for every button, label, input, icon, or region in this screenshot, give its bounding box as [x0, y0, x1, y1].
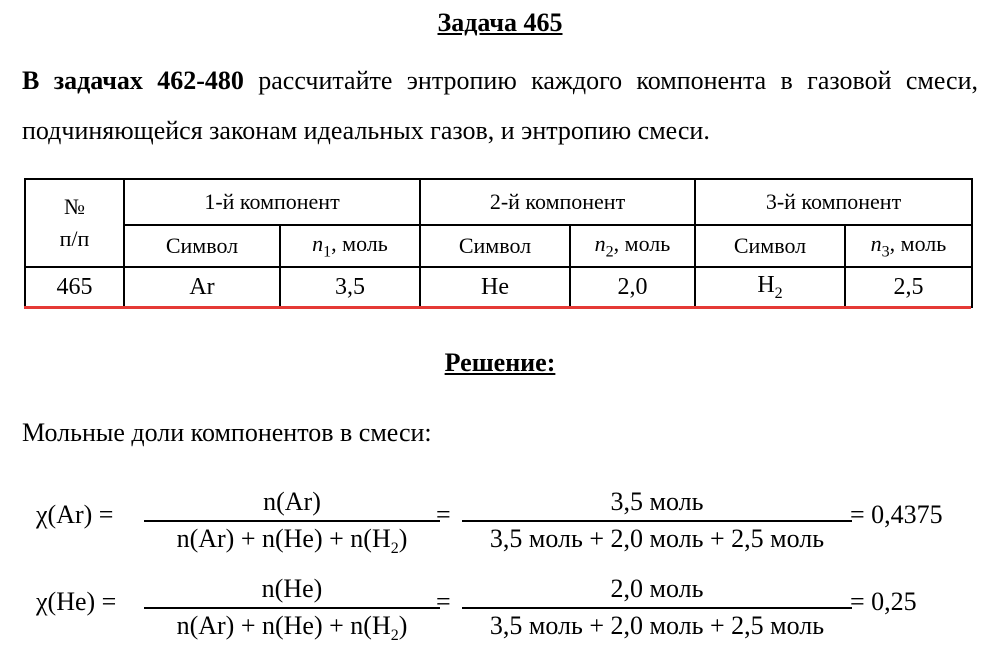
mole-fraction-text: Мольные доли компонентов в смеси:	[22, 418, 432, 447]
den-tail: )	[398, 524, 408, 553]
den-sub: 2	[390, 627, 399, 645]
n2-unit: , моль	[613, 230, 671, 256]
cell-symbol-1: Ar	[124, 267, 280, 307]
fraction-numerator: 3,5 моль	[610, 487, 704, 516]
number-header	[25, 179, 124, 267]
component-2-header: 2-й компонент	[420, 179, 695, 225]
intro-bold: В задачах 462-480	[22, 66, 244, 95]
cell-n3: 2,5	[845, 267, 972, 307]
symbol-2-header: Символ	[420, 225, 570, 267]
fraction-denominator	[144, 611, 440, 645]
n3-unit: , моль	[889, 230, 947, 256]
fraction-bar	[144, 607, 440, 609]
equation-result: = 0,25	[850, 587, 917, 616]
red-underline	[24, 306, 971, 309]
equals-sign: =	[436, 500, 451, 529]
den-sub: 2	[390, 540, 399, 558]
fraction-bar	[462, 607, 852, 609]
n2-var: n	[594, 230, 606, 256]
fraction-denominator: 3,5 моль + 2,0 моль + 2,5 моль	[489, 611, 825, 640]
n3-sub: 3	[881, 243, 890, 261]
fraction-denominator	[144, 524, 440, 558]
den-text: n(Ar) + n(He) + n(H	[176, 611, 391, 640]
fraction-bar	[462, 520, 852, 522]
fraction-symbolic	[144, 486, 440, 558]
symbol-3-base: H	[757, 271, 775, 298]
n3-header	[845, 225, 972, 267]
cell-symbol-2: He	[420, 267, 570, 307]
n1-header	[280, 225, 420, 267]
cell-symbol-3	[695, 267, 845, 307]
symbol-1-header: Символ	[124, 225, 280, 267]
task-title: Задача 465	[437, 8, 563, 37]
solution-title: Решение:	[444, 348, 556, 377]
equation-lhs: χ(Ar) =	[36, 500, 114, 529]
n3-var: n	[870, 230, 882, 256]
symbol-3-header: Символ	[695, 225, 845, 267]
cell-n1: 3,5	[280, 267, 420, 307]
n2-sub: 2	[605, 243, 614, 261]
fraction-denominator: 3,5 моль + 2,0 моль + 2,5 моль	[489, 524, 825, 553]
fraction-numerator: 2,0 моль	[610, 574, 704, 603]
table-row	[25, 267, 972, 307]
fraction-numeric	[462, 486, 852, 554]
fraction-bar	[144, 520, 440, 522]
cell-n2: 2,0	[570, 267, 695, 307]
components-table	[24, 178, 973, 308]
intro-text: рассчитайте энтропию каждого компонента в газовой смеси, подчиняющейся законам идеальных газов, и энтропию смеси.	[22, 66, 978, 145]
equation-result: = 0,4375	[850, 500, 943, 529]
fraction-numerator: n(He)	[261, 574, 323, 603]
number-sign: №	[64, 194, 85, 219]
equals-sign: =	[436, 587, 451, 616]
task-intro	[22, 56, 978, 156]
equation-lhs: χ(He) =	[36, 587, 117, 616]
n1-var: n	[312, 230, 324, 256]
equation-ar	[36, 486, 976, 558]
den-text: n(Ar) + n(He) + n(H	[176, 524, 391, 553]
component-3-header: 3-й компонент	[695, 179, 972, 225]
n2-header	[570, 225, 695, 267]
equation-he	[36, 573, 976, 645]
n1-unit: , моль	[331, 230, 388, 256]
n1-sub: 1	[323, 243, 332, 261]
component-1-header: 1-й компонент	[124, 179, 420, 225]
symbol-3-sub: 2	[774, 284, 783, 302]
cell-number: 465	[25, 267, 124, 307]
number-pp: п/п	[59, 226, 90, 251]
den-tail: )	[398, 611, 408, 640]
fraction-numerator: n(Ar)	[263, 487, 321, 516]
